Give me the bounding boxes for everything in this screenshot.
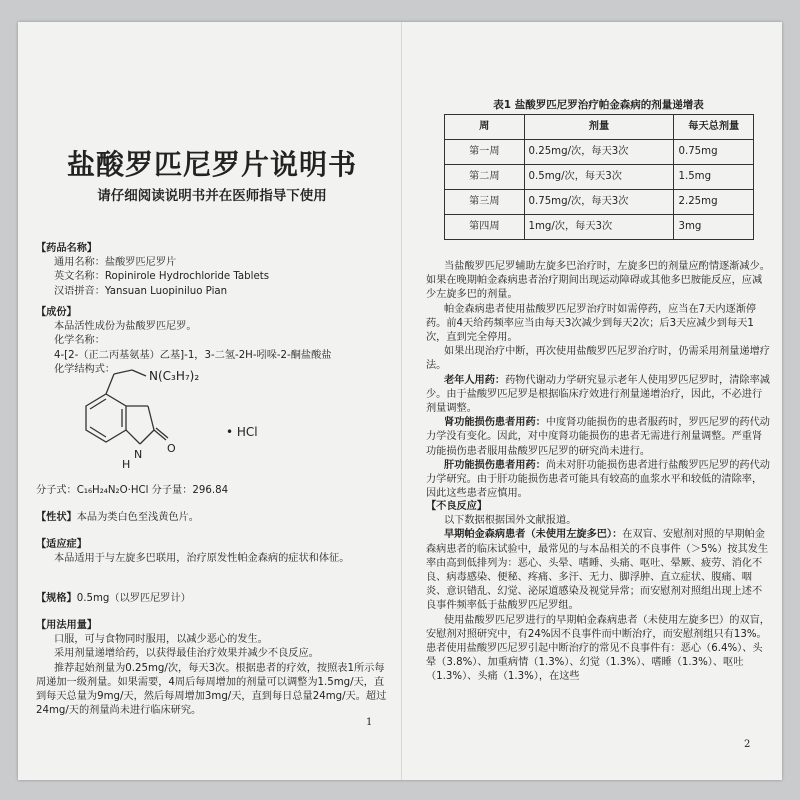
paragraph-withdrawal: 帕金森病患者使用盐酸罗匹尼罗治疗时如需停药，应当在7天内逐渐停药。前4天给药频率应当由每天3次减少到每天2次；后3天应减少到每天1次，直到完全停用。 <box>426 303 757 344</box>
molecular-formula: 分子式：C₁₆H₂₄N₂O·HCl 分子量：296.84 <box>36 485 229 496</box>
side-chain-label: N(C₃H₇)₂ <box>149 369 200 383</box>
hepatic-text: 尚未对肝功能损伤患者进行盐酸罗匹尼罗的药代动力学研究。由于肝功能损伤患者可能具有较高的血浆水平和较低的清除率，因此这些患者应慎用。 <box>426 459 770 500</box>
nh-label-n: N <box>134 448 143 461</box>
spec-section <box>36 592 388 606</box>
dose-cell: 1mg/次，每天3次 <box>524 215 674 240</box>
paragraph-hepatic <box>426 459 771 502</box>
page-number-right: 2 <box>744 739 751 750</box>
paragraph-early-pd <box>426 528 771 613</box>
chemical-name-label: 化学名称： <box>54 335 105 347</box>
week-cell: 第一周 <box>445 140 525 165</box>
header-week: 周 <box>445 115 525 140</box>
drug-name-section <box>36 242 388 299</box>
paragraph-levodopa: 当盐酸罗匹尼罗辅助左旋多巴治疗时，左旋多巴的剂量应酌情逐渐减少。如果在晚期帕金森病患者治疗期间出现运动障碍或其他多巴胺能反应，应减少左旋多巴的剂量。 <box>426 261 770 301</box>
character-text: 本品为类白色至浅黄色片。 <box>76 512 199 523</box>
renal-text: 中度肾功能损伤的患者服药时，罗匹尼罗的药代动力学没有变化。因此，对中度肾功能损伤的患者无需进行剂量调整。严重肾功能损伤患者服用盐酸罗匹尼罗的研究尚未进行。 <box>426 417 770 457</box>
adverse-heading: 【不良反应】 <box>426 501 488 512</box>
early-pd-heading: 早期帕金森病患者（未使用左旋多巴）： <box>444 529 623 541</box>
week-cell: 第二周 <box>445 165 525 190</box>
dose-cell: 0.25mg/次，每天3次 <box>524 140 674 165</box>
hepatic-heading: 肝功能损伤患者用药： <box>444 459 546 471</box>
formula-section <box>36 484 388 498</box>
character-section <box>36 511 388 525</box>
english-name: 英文名称：Ropinirole Hydrochloride Tablets <box>54 271 270 283</box>
paragraph-renal <box>426 416 771 459</box>
total-cell: 1.5mg <box>674 165 754 190</box>
generic-name: 通用名称：盐酸罗匹尼罗片 <box>54 257 177 269</box>
indication-heading: 【适应症】 <box>36 539 87 550</box>
chemical-name: 4-[2-（正二丙基氨基）乙基]-1，3-二氢-2H-吲哚-2-酮盐酸盐 <box>54 349 332 361</box>
indication-section <box>36 538 388 566</box>
spec-heading: 【规格】 <box>36 593 77 604</box>
usage-line-3: 推荐起始剂量为0.25mg/次，每天3次。根据患者的疗效，按照表1所示每周递加一级剂量。如果需要，4周后每周增加的剂量可以调整为1.5mg/天，直到每天总量为9mg/天，然后每周增加3mg/天，直到每日总量24mg/天。超过24mg/天的剂量尚未进行临床研究。 <box>36 662 387 717</box>
hcl-label: • HCl <box>226 425 258 439</box>
total-cell: 3mg <box>674 215 754 240</box>
paragraph-elderly <box>426 374 771 417</box>
drug-name-heading: 【药品名称】 <box>36 243 98 254</box>
nh-label-h: H <box>122 458 131 471</box>
chemical-structure-diagram <box>56 366 316 481</box>
elderly-text: 药物代谢动力学研究显示老年人使用罗匹尼罗时，清除率减少。由于盐酸罗匹尼罗是根据临床疗效进行剂量递增治疗，因此，不必进行剂量调整。 <box>426 374 770 415</box>
total-cell: 0.75mg <box>674 140 754 165</box>
document-subtitle: 请仔细阅读说明书并在医师指导下使用 <box>97 188 327 204</box>
table-row <box>445 215 754 240</box>
adverse-section <box>426 500 771 685</box>
paragraph-interruption: 如果出现治疗中断，再次使用盐酸罗匹尼罗治疗时，仍需采用剂量递增疗法。 <box>426 346 770 372</box>
week-cell: 第三周 <box>445 190 525 215</box>
dose-cell: 0.75mg/次，每天3次 <box>524 190 674 215</box>
structure-label: 化学结构式： <box>54 363 116 375</box>
usage-line-2: 采用剂量递增给药，以获得最佳治疗效果并减少不良反应。 <box>54 648 319 660</box>
total-cell: 2.25mg <box>674 190 754 215</box>
table-row <box>445 140 754 165</box>
spec-text: 0.5mg（以罗匹尼罗计） <box>76 593 191 604</box>
composition-heading: 【成份】 <box>36 307 77 318</box>
character-heading: 【性状】 <box>36 512 77 523</box>
header-dose: 剂量 <box>524 115 674 140</box>
document-title: 盐酸罗匹尼罗片说明书 <box>66 148 357 181</box>
carbonyl-oxygen-label: O <box>167 442 176 455</box>
leaflet-sheet <box>18 22 782 780</box>
adverse-intro: 以下数据根据国外文献报道。 <box>444 515 577 527</box>
elderly-heading: 老年人用药： <box>444 374 506 386</box>
dose-table-header-row <box>445 115 754 140</box>
table-row <box>445 190 754 215</box>
page-number-left: 1 <box>366 717 373 728</box>
indication-text: 本品适用于与左旋多巴联用，治疗原发性帕金森病的症状和体征。 <box>54 553 350 565</box>
usage-line-1: 口服，可与食物同时服用，以减少恶心的发生。 <box>54 634 268 646</box>
usage-section <box>36 619 388 718</box>
header-daily-total: 每天总剂量 <box>674 115 754 140</box>
fold-line <box>401 22 402 780</box>
dose-table <box>444 114 754 240</box>
early-pd-text: 在双盲、安慰剂对照的早期帕金森病患者的临床试验中，最常见的与本品相关的不良事件（＞5%）按其发生率由高到低排列为：恶心、头晕、嗜睡、头痛、呕吐、晕厥、疲劳、消化不良、病毒感染、便秘、疼痛、多汗、无力、脚浮肿、直立症状、腹痛、咽炎、意识错乱、幻觉、泌尿道感染及视觉异常；而安慰剂对照组出现上述不良事件频率低于盐酸罗匹尼罗组。 <box>426 529 769 612</box>
dose-table-title: 表1 盐酸罗匹尼罗治疗帕金森病的剂量递增表 <box>493 99 704 111</box>
pinyin-name: 汉语拼音：Yansuan Luopiniluo Pian <box>54 285 228 297</box>
paragraph-discontinuation: 使用盐酸罗匹尼罗进行的早期帕金森病患者（未使用左旋多巴）的双盲，安慰剂对照研究中，有24%因不良事件而中断治疗，而安慰剂组只有13%。患者使用盐酸罗匹尼罗引起中断治疗的常见不良事件有：恶心（6.4%）、头晕（3.8%）、加重病情（1.3%）、幻觉（1.3%）、嗜睡（1.3%）、呕吐（1.3%）、头痛（1.3%），在这些 <box>426 614 770 683</box>
active-ingredient: 本品活性成份为盐酸罗匹尼罗。 <box>54 321 197 333</box>
usage-heading: 【用法用量】 <box>36 620 98 631</box>
table-row <box>445 165 754 190</box>
renal-heading: 肾功能损伤患者用药： <box>444 417 546 429</box>
dosing-notes <box>426 260 771 501</box>
week-cell: 第四周 <box>445 215 525 240</box>
dose-cell: 0.5mg/次，每天3次 <box>524 165 674 190</box>
